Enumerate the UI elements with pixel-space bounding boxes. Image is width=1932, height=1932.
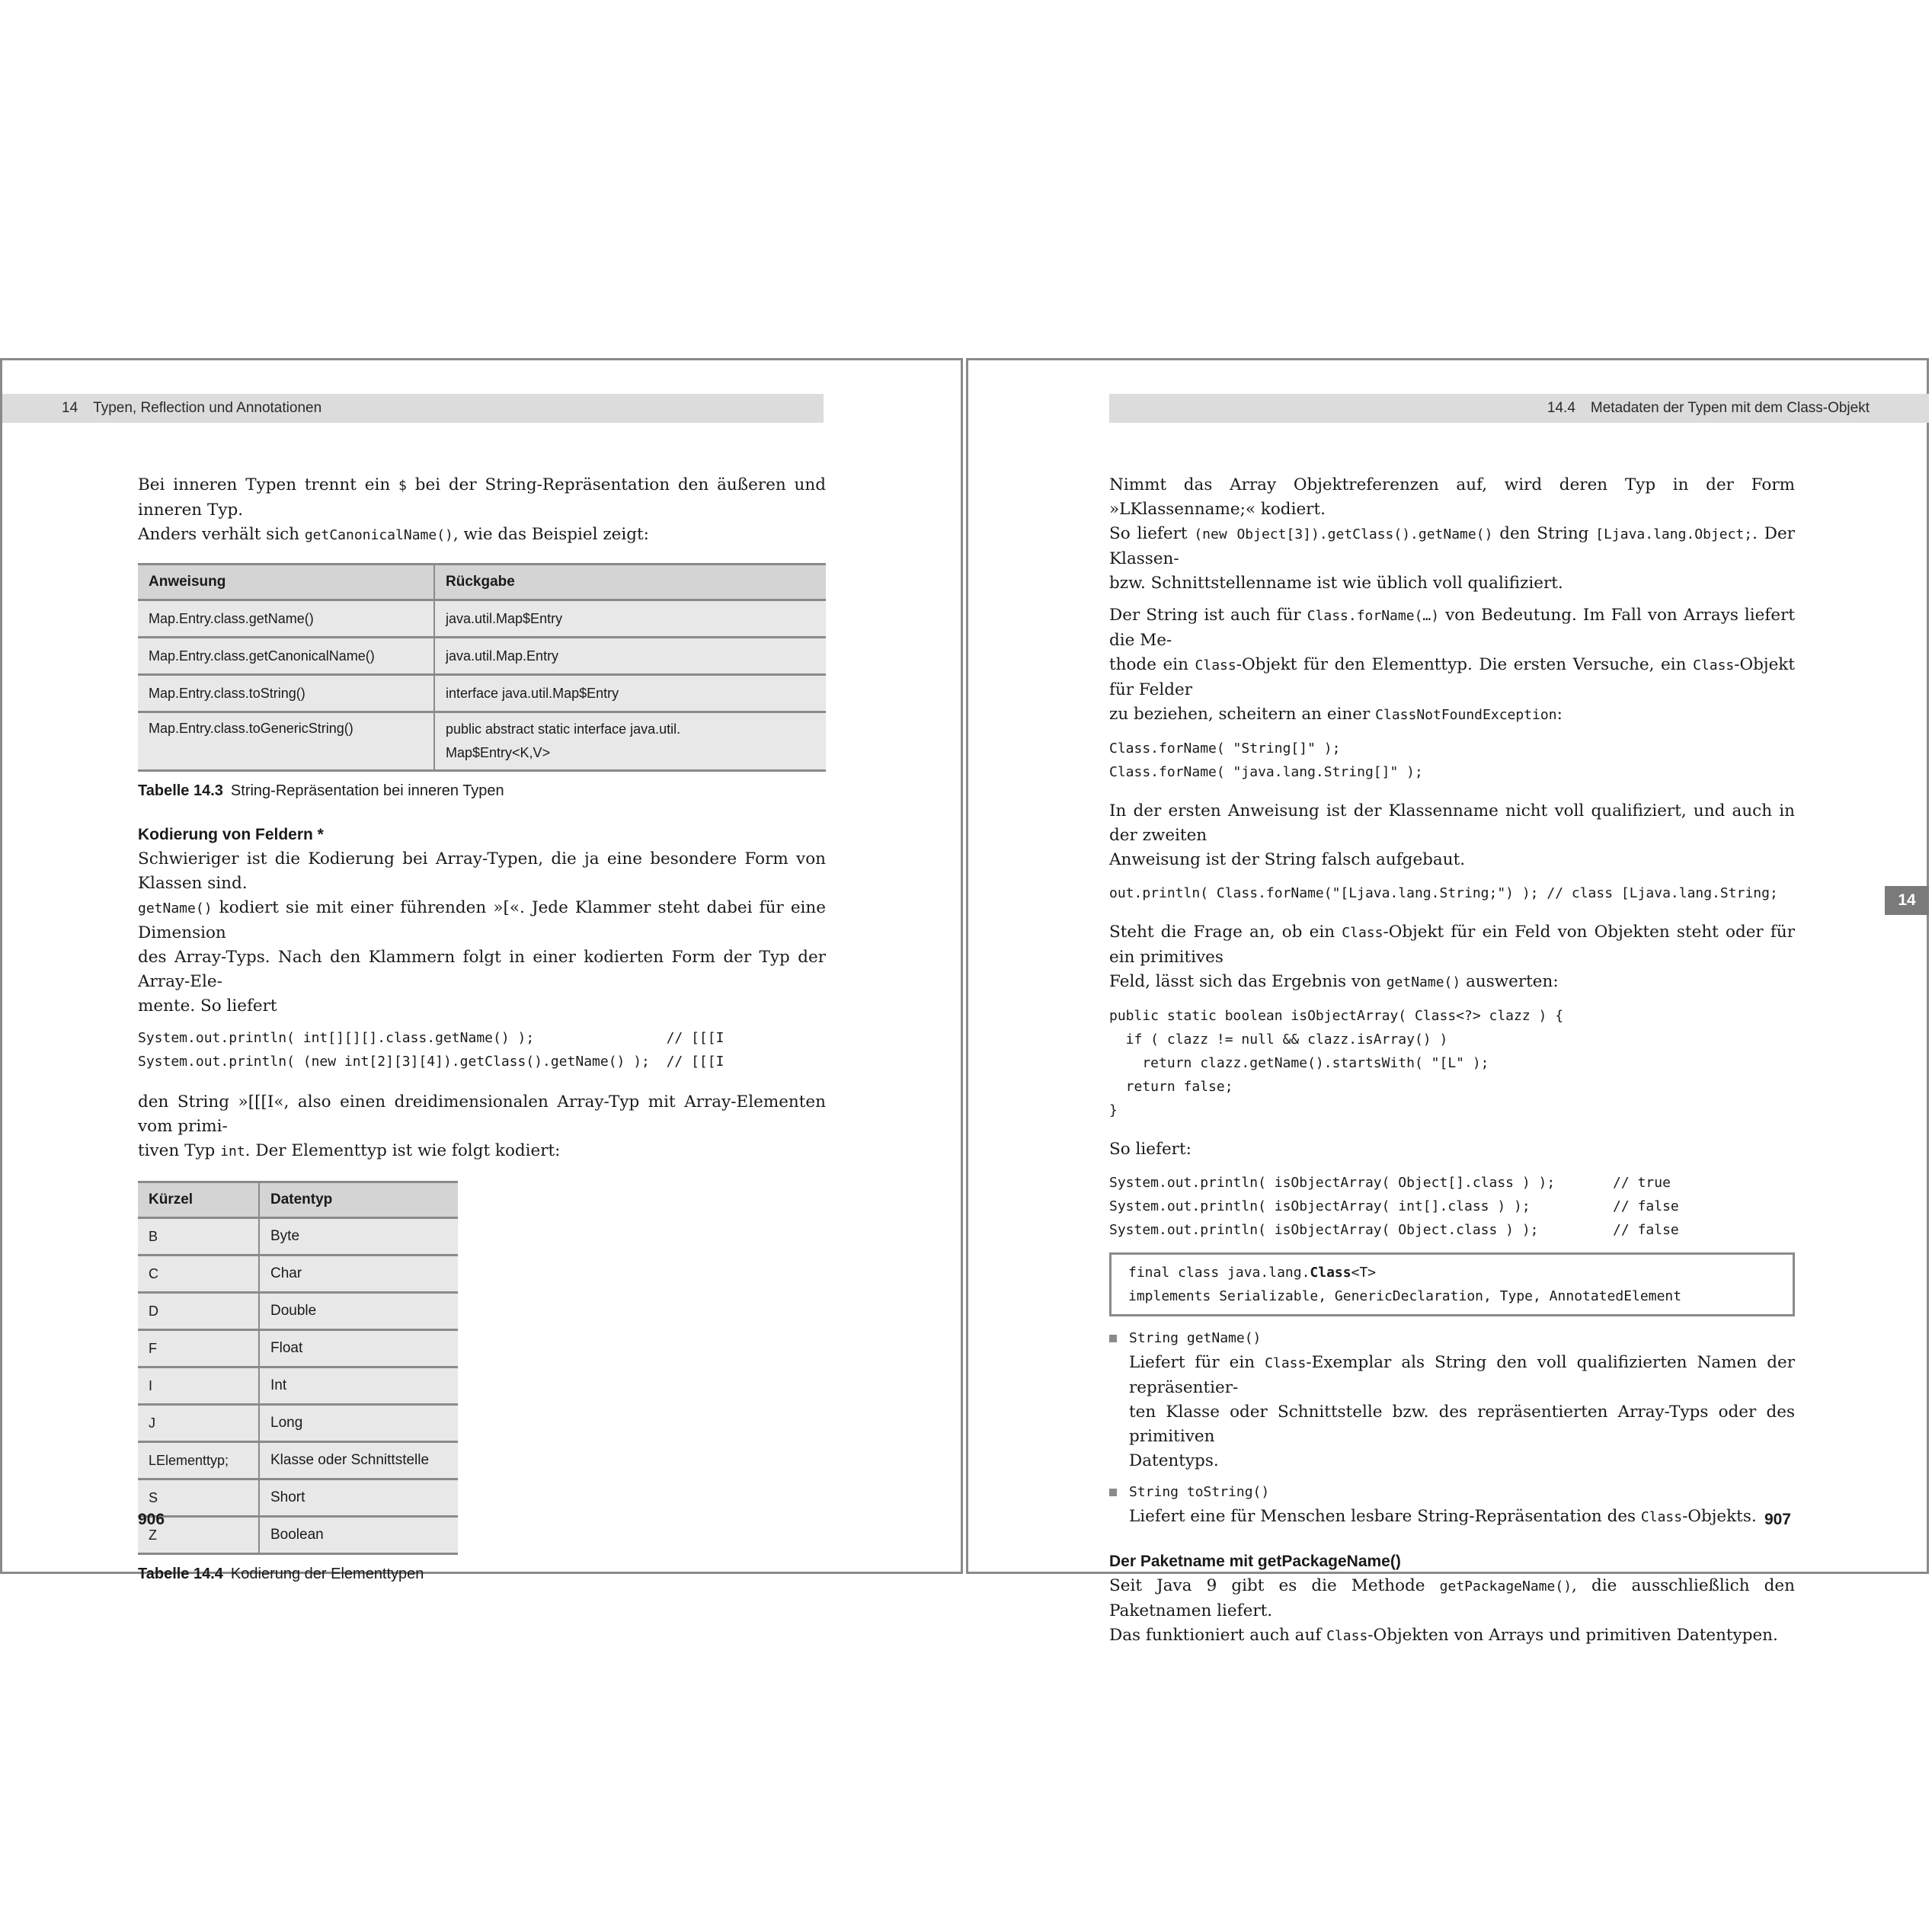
table-element-types — [138, 1181, 458, 1555]
paragraph: Seit Java 9 gibt es die Methode getPackageName(), die ausschließlich den Paketnamen liefert. Das funktioniert auch auf Class-Objekten von Arrays und primitiven Datentypen. — [1109, 1576, 1795, 1645]
page-number: 907 — [1764, 1511, 1791, 1528]
table-caption: Tabelle 14.3 String-Repräsentation bei inneren Typen — [138, 782, 504, 799]
intro-paragraph: Bei inneren Typen trennt ein $ bei der String-Repräsentation den äußeren und inneren Typ. Anders verhält sich getCanonicalName(), wie das Beispiel zeigt: — [138, 475, 826, 544]
paragraph: den String »[[[I«, also einen dreidimensionalen Array-Typ mit Array-Elementen vom primi- tiven Typ int. Der Elementtyp ist wie folgt kodiert: — [138, 1092, 826, 1160]
table-row: F Float — [138, 1330, 458, 1367]
table-row: J Long — [138, 1405, 458, 1442]
paragraph: Der String ist auch für Class.forName(…) von Bedeutung. Im Fall von Arrays liefert die Me- thode ein Class-Objekt für den Elementtyp. Die ersten Versuche, ein Class-Objekt für Felder zu beziehen, scheitern an einer ClassNotFoundException: — [1109, 606, 1795, 724]
chapter-number: 14 — [62, 400, 78, 416]
table-string-representation — [138, 563, 826, 772]
right-body — [1109, 473, 1795, 1649]
paragraph: Nimmt das Array Objektreferenzen auf, wird deren Typ in der Form »LKlassenname;« kodiert. So liefert (new Object[3]).getClass().getName() den String [Ljava.lang.Object;. Der Klassen- bzw. Schnittstellenname ist wie üblich voll qualifiziert. — [1109, 475, 1795, 593]
table-caption: Tabelle 14.4 Kodierung der Elementtypen — [138, 1566, 424, 1582]
table-header: Kürzel — [138, 1182, 259, 1218]
bullet-square-icon — [1109, 1335, 1117, 1342]
table-row: Z Boolean — [138, 1517, 458, 1554]
chapter-thumb-tab: 14 — [1885, 886, 1929, 915]
table-header: Anweisung — [138, 565, 434, 600]
left-page — [0, 358, 963, 1582]
page-number: 906 — [138, 1511, 165, 1528]
section-header-title: Metadaten der Typen mit dem Class-Objekt — [1590, 400, 1870, 416]
chapter-title: Typen, Reflection und Annotationen — [93, 400, 322, 416]
running-header — [2, 394, 824, 423]
table-header: Rückgabe — [434, 565, 826, 600]
method-list — [1109, 1326, 1795, 1530]
section-number: 14.4 — [1547, 400, 1575, 416]
table-row: C Char — [138, 1255, 458, 1293]
table-row: Map.Entry.class.toGenericString() public abstract static interface java.util. Map$Entry<K,V> — [138, 712, 826, 771]
paragraph: So liefert: — [1109, 1140, 1192, 1159]
paragraph: Steht die Frage an, ob ein Class-Objekt für ein Feld von Objekten steht oder für ein primitives Feld, lässt sich das Ergebnis von getName() auswerten: — [1109, 923, 1795, 991]
table-row: D Double — [138, 1293, 458, 1330]
paragraph: Schwieriger ist die Kodierung bei Array-Typen, die ja eine besondere Form von Klassen sind. getName() kodiert sie mit einer führenden »[«. Jede Klammer steht dabei für eine Dimension des Array-Typs. Nach den Klammern folgt in einer kodierten Form der Typ der Array-Ele- mente. So liefert — [138, 849, 826, 1016]
table-row: LElementtyp; Klasse oder Schnittstelle — [138, 1442, 458, 1479]
bullet-square-icon — [1109, 1489, 1117, 1496]
section-title: Kodierung von Feldern * — [138, 826, 324, 843]
code-block: Class.forName( "String[]" ); Class.forName( "java.lang.String[]" ); — [1109, 740, 1423, 780]
right-page — [966, 358, 1929, 1645]
table-row: B Byte — [138, 1218, 458, 1255]
api-signature-box: final class java.lang.Class<T> implements Serializable, GenericDeclaration, Type, AnnotatedElement — [1109, 1252, 1795, 1316]
section-title: Der Paketname mit getPackageName() — [1109, 1553, 1401, 1570]
list-item: String toString() Liefert eine für Menschen lesbare String-Repräsentation des Class-Objekts. — [1109, 1479, 1795, 1530]
running-header — [1109, 394, 1929, 423]
code-block: System.out.println( isObjectArray( Object[].class ) ); // true System.out.println( isObjectArray( int[].class ) ); // false System.out.println( isObjectArray( Object.class ) ); // false — [1109, 1175, 1679, 1238]
table-row: S Short — [138, 1479, 458, 1517]
table-row: I Int — [138, 1367, 458, 1405]
code-block: public static boolean isObjectArray( Class<?> clazz ) { if ( clazz != null && clazz.isArray() ) return clazz.getName().startsWith( "[L" ); return false; } — [1109, 1008, 1564, 1118]
code-block: System.out.println( int[][][].class.getName() ); // [[[I System.out.println( (new int[2][3][4]).getClass().getName() ); // [[[I — [138, 1030, 724, 1070]
table-row: Map.Entry.class.getName() java.util.Map$Entry — [138, 600, 826, 638]
table-header: Datentyp — [259, 1182, 458, 1218]
table-row: Map.Entry.class.getCanonicalName() java.util.Map.Entry — [138, 638, 826, 675]
paragraph: In der ersten Anweisung ist der Klassenname nicht voll qualifiziert, und auch in der zweiten Anweisung ist der String falsch aufgebaut. — [1109, 801, 1795, 869]
code-block: out.println( Class.forName("[Ljava.lang.String;") ); // class [Ljava.lang.String; — [1109, 885, 1778, 901]
list-item: String getName() Liefert für ein Class-Exemplar als String den voll qualifizierten Namen der repräsentier- ten Klasse oder Schnittstelle bzw. des repräsentierten Array-Typs oder des primitiven Datentyps. — [1109, 1326, 1795, 1473]
table-row: Map.Entry.class.toString() interface java.util.Map$Entry — [138, 675, 826, 712]
left-body — [138, 473, 826, 1583]
